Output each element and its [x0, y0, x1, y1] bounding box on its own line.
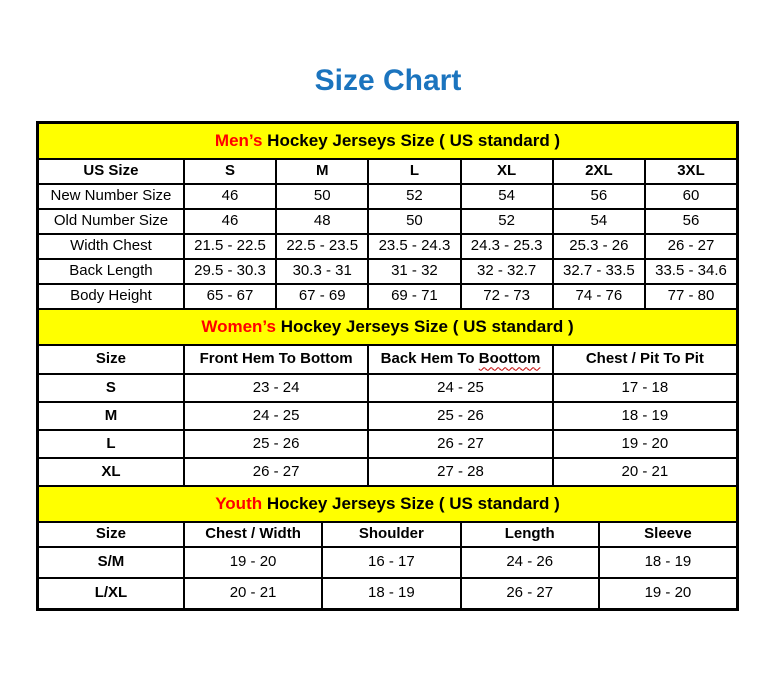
table-cell: 26 - 27 [368, 430, 552, 458]
table-cell: 18 - 19 [599, 547, 738, 578]
table-row [38, 184, 738, 209]
youth-section-title [38, 486, 738, 522]
row-label: L/XL [38, 578, 184, 610]
table-cell: 50 [276, 184, 368, 209]
column-header: Chest / Width [184, 522, 322, 547]
table-cell: 25.3 - 26 [553, 234, 645, 259]
table-cell: 52 [461, 209, 553, 234]
mens-section-title-highlight: Men’s [214, 130, 263, 150]
table-cell: 67 - 69 [276, 284, 368, 309]
table-cell: 48 [276, 209, 368, 234]
table-cell: 50 [368, 209, 460, 234]
youth-column-header-row [38, 522, 738, 547]
mens-section-title [38, 123, 738, 160]
table-row [38, 430, 738, 458]
table-cell: 20 - 21 [553, 458, 738, 486]
column-header: 3XL [645, 159, 738, 184]
table-cell: 30.3 - 31 [276, 259, 368, 284]
table-cell: 29.5 - 30.3 [184, 259, 276, 284]
column-header: Shoulder [322, 522, 460, 547]
row-label: Width Chest [38, 234, 184, 259]
column-header: Front Hem To Bottom [184, 345, 368, 374]
womens-column-header-row [38, 345, 738, 374]
mens-section-header-row [38, 123, 738, 160]
table-cell: 74 - 76 [553, 284, 645, 309]
table-cell: 60 [645, 184, 738, 209]
row-label: New Number Size [38, 184, 184, 209]
table-cell: 19 - 20 [553, 430, 738, 458]
table-cell: 16 - 17 [322, 547, 460, 578]
column-header: US Size [38, 159, 184, 184]
table-cell: 24 - 25 [368, 374, 552, 402]
youth-section-title-rest: Hockey Jerseys Size ( US standard ) [262, 493, 560, 513]
table-row [38, 284, 738, 309]
column-header: L [368, 159, 460, 184]
column-header-text: Back Hem To [380, 350, 479, 368]
row-label: L [38, 430, 184, 458]
table-cell: 18 - 19 [322, 578, 460, 610]
row-label: S/M [38, 547, 184, 578]
column-header: 2XL [553, 159, 645, 184]
table-row [38, 402, 738, 430]
table-cell: 33.5 - 34.6 [645, 259, 738, 284]
table-cell: 54 [461, 184, 553, 209]
table-cell: 24.3 - 25.3 [461, 234, 553, 259]
column-header: Length [461, 522, 599, 547]
row-label: Back Length [38, 259, 184, 284]
row-label: Body Height [38, 284, 184, 309]
table-cell: 69 - 71 [368, 284, 460, 309]
table-cell: 18 - 19 [553, 402, 738, 430]
table-row [38, 458, 738, 486]
column-header: Sleeve [599, 522, 738, 547]
row-label: M [38, 402, 184, 430]
womens-section-title [38, 309, 738, 345]
row-label: Old Number Size [38, 209, 184, 234]
column-header: Size [38, 522, 184, 547]
table-row [38, 259, 738, 284]
youth-section-header-row [38, 486, 738, 522]
column-header: S [184, 159, 276, 184]
table-row [38, 547, 738, 578]
row-label: S [38, 374, 184, 402]
table-cell: 46 [184, 209, 276, 234]
table-cell: 77 - 80 [645, 284, 738, 309]
misspelled-word: Boottom [478, 350, 541, 368]
table-cell: 23 - 24 [184, 374, 368, 402]
column-header: M [276, 159, 368, 184]
table-cell: 19 - 20 [184, 547, 322, 578]
table-cell: 25 - 26 [368, 402, 552, 430]
table-cell: 32.7 - 33.5 [553, 259, 645, 284]
table-cell: 65 - 67 [184, 284, 276, 309]
table-row [38, 578, 738, 610]
mens-section-title-rest: Hockey Jerseys Size ( US standard ) [262, 130, 561, 150]
womens-section-title-highlight: Women’s [201, 316, 276, 336]
page-title: Size Chart [314, 64, 462, 97]
table-cell: 56 [645, 209, 738, 234]
table-cell: 17 - 18 [553, 374, 738, 402]
column-header: Size [38, 345, 184, 374]
column-header [368, 345, 552, 374]
table-row [38, 374, 738, 402]
table-cell: 26 - 27 [461, 578, 599, 610]
column-header: XL [461, 159, 553, 184]
table-row [38, 209, 738, 234]
table-cell: 23.5 - 24.3 [368, 234, 460, 259]
table-cell: 21.5 - 22.5 [184, 234, 276, 259]
womens-section-header-row [38, 309, 738, 345]
table-cell: 22.5 - 23.5 [276, 234, 368, 259]
size-chart-table [36, 121, 739, 611]
table-cell: 72 - 73 [461, 284, 553, 309]
table-cell: 24 - 26 [461, 547, 599, 578]
table-cell: 19 - 20 [599, 578, 738, 610]
table-cell: 26 - 27 [645, 234, 738, 259]
table-cell: 31 - 32 [368, 259, 460, 284]
table-cell: 20 - 21 [184, 578, 322, 610]
table-row [38, 234, 738, 259]
table-cell: 32 - 32.7 [461, 259, 553, 284]
table-cell: 24 - 25 [184, 402, 368, 430]
column-header: Chest / Pit To Pit [553, 345, 738, 374]
mens-column-header-row [38, 159, 738, 184]
youth-section-title-highlight: Youth [215, 493, 263, 513]
womens-section-title-rest: Hockey Jerseys Size ( US standard ) [275, 316, 574, 336]
row-label: XL [38, 458, 184, 486]
table-cell: 52 [368, 184, 460, 209]
table-cell: 54 [553, 209, 645, 234]
table-cell: 27 - 28 [368, 458, 552, 486]
table-cell: 56 [553, 184, 645, 209]
table-cell: 26 - 27 [184, 458, 368, 486]
table-cell: 46 [184, 184, 276, 209]
table-cell: 25 - 26 [184, 430, 368, 458]
